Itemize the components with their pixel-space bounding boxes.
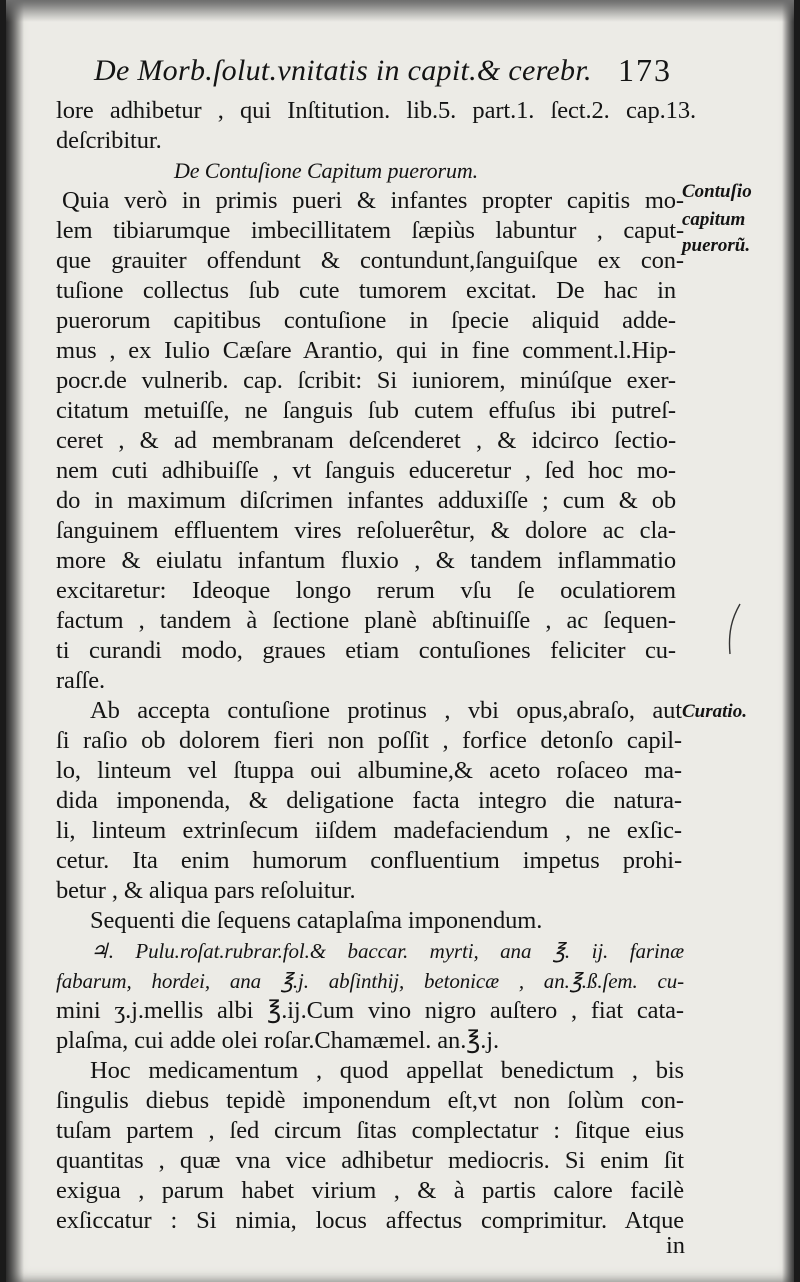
recipe-line: plaſma, cui adde olei roſar.Chamæmel. an.℥.j. — [56, 1027, 500, 1054]
text-line: Quia verò in primis pueri & infantes propter capitis mo- — [62, 187, 684, 214]
text-line: Ab accepta contuſione protinus , vbi opus,abraſo, aut — [90, 697, 682, 724]
page-top-shadow — [6, 0, 794, 22]
text-line: Hoc medicamentum , quod appellat benedictum , bis — [90, 1057, 684, 1084]
recipe-line: fabarum, hordei, ana ℥.j. abſinthij, betonicæ , an.℥.ß.ſem. cu- — [56, 969, 684, 993]
page-number: 173 — [618, 52, 672, 88]
text-line: ſi raſio ob dolorem fieri non poſſit , forfice detonſo capil- — [56, 727, 682, 754]
running-head: De Morb.ſolut.vnitatis in capit.& cerebr. — [94, 54, 592, 87]
text-line: ſingulis diebus tepidè imponendum eſt,vt non ſolùm con- — [56, 1087, 684, 1114]
marginal-note-contusio: Contuſio — [682, 181, 752, 202]
book-page — [6, 0, 794, 1282]
recipe-line: mini ʒ.j.mellis albi ℥.ij.Cum vino nigro auſtero , fiat cata- — [56, 997, 684, 1024]
text-line: ſanguinem effluentem vires reſoluerêtur, & dolore ac cla- — [56, 517, 676, 544]
text-line: mus , ex Iulio Cæſare Arantio, qui in fine comment.l.Hip- — [56, 337, 676, 364]
text-line: cetur. Ita enim humorum confluentium impetus prohi- — [56, 847, 682, 874]
text-line: deſcribitur. — [56, 127, 162, 154]
text-line: ti curandi modo, graues etiam contuſiones feliciter cu- — [56, 637, 676, 664]
marginal-note-capitum: capitum — [682, 209, 746, 230]
ink-stroke-mark — [718, 600, 748, 660]
text-line: exigua , parum habet virium , & à partis calore facilè — [56, 1177, 684, 1204]
text-line: lore adhibetur , qui Inſtitution. lib.5. part.1. ſect.2. cap.13. — [56, 97, 696, 124]
text-line: lem tibiarumque imbecillitatem ſæpiùs labuntur , caput- — [56, 217, 684, 244]
text-line: exſiccatur : Si nimia, locus affectus comprimitur. Atque — [56, 1207, 684, 1234]
text-line: tuſam partem , ſed circum ſitas complectatur : ſitque eius — [56, 1117, 684, 1144]
catchword: in — [666, 1232, 686, 1259]
text-line: do in maximum diſcrimen infantes adduxiſſe ; cum & ob — [56, 487, 676, 514]
text-line: nem cuti adhibuiſſe , vt ſanguis educeretur , ſed hoc mo- — [56, 457, 676, 484]
recipe-line: ♃. Pulu.roſat.rubrar.fol.& baccar. myrti, ana ℥. ij. farinæ — [90, 939, 684, 963]
text-line: dida imponenda, & deligatione facta integro die natura- — [56, 787, 682, 814]
text-line: ceret , & ad membranam deſcenderet , & idcirco ſectio- — [56, 427, 676, 454]
text-line: tuſione collectus ſub cute tumorem excitat. De hac in — [56, 277, 676, 304]
text-line: Sequenti die ſequens cataplaſma imponendum. — [90, 907, 543, 934]
section-heading: De Contuſione Capitum puerorum. — [173, 158, 479, 183]
marginal-note-puerorum: puerorũ. — [682, 235, 751, 256]
text-line: lo, linteum vel ſtuppa oui albumine,& aceto roſaceo ma- — [56, 757, 682, 784]
text-line: quantitas , quæ vna vice adhibetur mediocris. Si enim ſit — [56, 1147, 684, 1174]
text-line: puerorum capitibus contuſione in ſpecie aliquid adde- — [56, 307, 676, 334]
text-line: more & eiulatu infantum fluxio , & tandem inflammatio — [56, 547, 676, 574]
marginal-note-curatio: Curatio. — [682, 701, 747, 722]
page-gutter-shadow — [6, 0, 24, 1282]
text-line: raſſe. — [56, 667, 106, 694]
text-line: betur , & aliqua pars reſoluitur. — [56, 877, 356, 904]
text-line: citatum metuiſſe, ne ſanguis ſub cutem effuſus ibi putreſ- — [56, 397, 676, 424]
text-line: factum , tandem à ſectione planè abſtinuiſſe , ac ſequen- — [56, 607, 676, 634]
text-line: pocr.de vulnerib. cap. ſcribit: Si iuniorem, minúſque exer- — [56, 367, 676, 394]
text-line: excitaretur: Ideoque longo rerum vſu ſe oculatiorem — [56, 577, 676, 604]
text-line: que grauiter offendunt & contundunt,ſanguiſque ex con- — [56, 247, 684, 274]
text-line: li, linteum extrinſecum iiſdem madefaciendum , ne exſic- — [56, 817, 682, 844]
